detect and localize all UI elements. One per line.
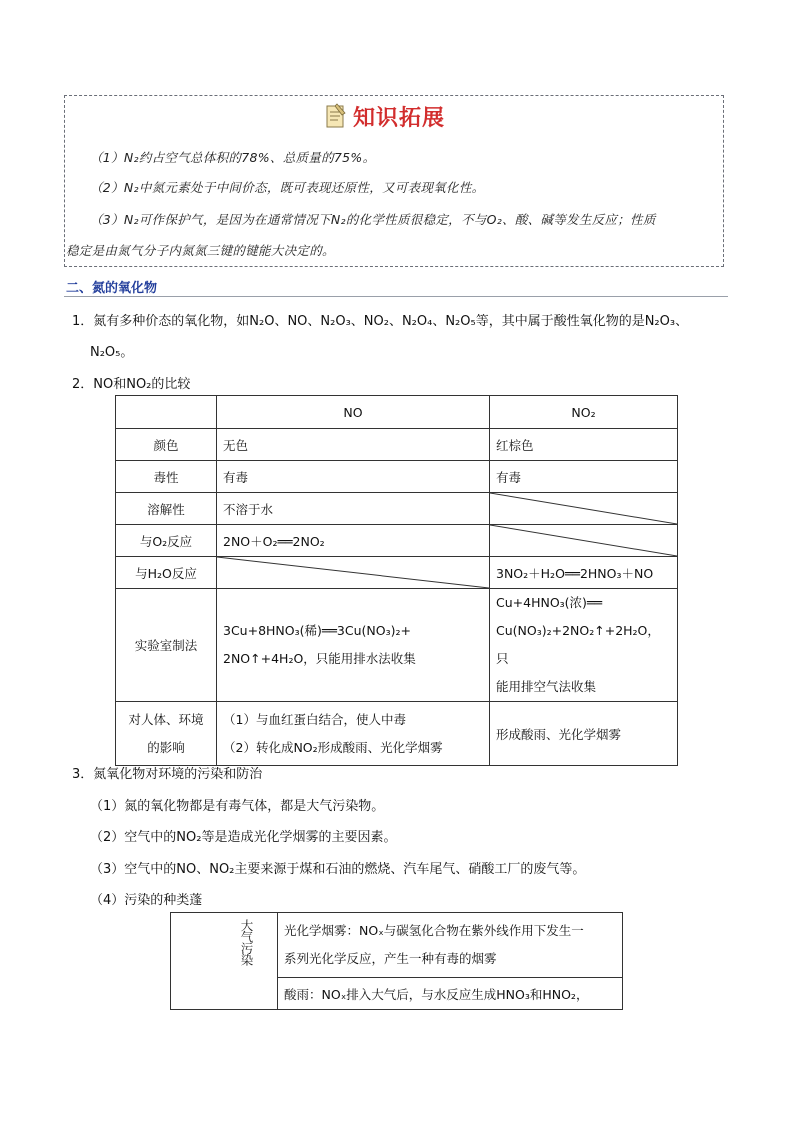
row-label-toxicity: 毒性 xyxy=(116,461,217,493)
row-label-effect-line2: 的影响 xyxy=(147,739,185,755)
diagonal-line xyxy=(217,557,489,588)
comparison-table xyxy=(115,395,678,766)
note-icon xyxy=(325,103,347,129)
cell-no2-lab-line1: Cu+4HNO₃(浓)══ xyxy=(496,595,602,610)
cell-no2-h2o: 3NO₂＋H₂O══2HNO₃＋NO xyxy=(490,557,678,589)
header-no: NO xyxy=(217,396,490,429)
cell-no-solubility: 不溶于水 xyxy=(217,493,490,525)
item3-p3: （3）空气中的NO、NO₂主要来源于煤和石油的燃烧、汽车尾气、硝酸工厂的废气等。 xyxy=(90,862,586,877)
cell-no-h2o-empty xyxy=(217,557,490,589)
cell-no2-effect: 形成酸雨、光化学烟雾 xyxy=(490,702,678,766)
knowledge-line-1: （1）N₂约占空气总体积的78%、总质量的75%。 xyxy=(90,150,376,165)
cell-no-effect-line1: （1）与血红蛋白结合，使人中毒 xyxy=(223,711,406,727)
cell-no2-color: 红棕色 xyxy=(490,429,678,461)
table-row xyxy=(116,702,678,766)
knowledge-box-title-text: 知识拓展 xyxy=(353,104,446,131)
diagonal-line xyxy=(490,525,677,556)
table-row xyxy=(116,589,678,702)
cell-no2-lab-line3: 能用排空气法收集 xyxy=(496,679,597,694)
table-row xyxy=(116,461,678,493)
knowledge-box-title xyxy=(325,99,445,133)
cell-no2-o2-empty xyxy=(490,525,678,557)
pollution-side-label: 大气污染 xyxy=(239,919,254,965)
cell-no2-solubility-empty xyxy=(490,493,678,525)
row-label-color: 颜色 xyxy=(116,429,217,461)
cell-no2-toxicity: 有毒 xyxy=(490,461,678,493)
cell-no-toxicity: 有毒 xyxy=(217,461,490,493)
row-label-effect xyxy=(116,702,217,766)
knowledge-line-2: （2）N₂中氮元素处于中间价态，既可表现还原性，又可表现氧化性。 xyxy=(90,180,485,195)
table-header-row xyxy=(116,396,678,429)
table-row xyxy=(116,493,678,525)
cell-no2-lab xyxy=(490,589,678,702)
row-label-effect-line1: 对人体、环境 xyxy=(128,711,204,727)
item1-line1: 1．氮有多种价态的氧化物，如N₂O、NO、N₂O₃、NO₂、N₂O₄、N₂O₅等，其中属于酸性氧化物的是N₂O₃、 xyxy=(72,314,689,329)
cell-no-lab xyxy=(217,589,490,702)
row-label-h2o: 与H₂O反应 xyxy=(116,557,217,589)
item1-line2: N₂O₅。 xyxy=(90,345,134,360)
cell-no2-lab-line2: Cu(NO₃)₂+2NO₂↑+2H₂O，只 xyxy=(496,623,660,666)
cell-no-o2: 2NO＋O₂══2NO₂ xyxy=(217,525,490,557)
table-row xyxy=(116,557,678,589)
cell-no-color: 无色 xyxy=(217,429,490,461)
cell-no-effect-line2: （2）转化成NO₂形成酸雨、光化学烟雾 xyxy=(223,739,443,755)
knowledge-line-3: （3）N₂可作保护气，是因为在通常情况下N₂的化学性质很稳定，不与O₂、酸、碱等发生反应；性质 xyxy=(90,212,656,227)
pollution-row1-line2: 系列光化学反应，产生一种有毒的烟雾 xyxy=(284,951,497,966)
section-heading: 二、氮的氧化物 xyxy=(66,281,158,296)
pollution-row-2: 酸雨：NOₓ排入大气后，与水反应生成HNO₃和HNO₂， xyxy=(278,978,623,1010)
pollution-row1-line1: 光化学烟雾：NOₓ与碳氢化合物在紫外线作用下发生一 xyxy=(284,923,584,938)
cell-no-effect xyxy=(217,702,490,766)
header-no2: NO₂ xyxy=(490,396,678,429)
pollution-table xyxy=(170,912,623,1010)
item3-heading: 3．氮氧化物对环境的污染和防治 xyxy=(72,767,263,782)
table-row xyxy=(116,525,678,557)
heading-divider xyxy=(64,296,728,297)
pollution-row-1 xyxy=(278,913,623,978)
item3-p4: （4）污染的种类蓬 xyxy=(90,893,203,908)
row-label-o2: 与O₂反应 xyxy=(116,525,217,557)
item2-heading: 2．NO和NO₂的比较 xyxy=(72,377,191,392)
pollution-side-cell xyxy=(171,913,278,1010)
cell-no-lab-line1: 3Cu+8HNO₃(稀)══3Cu(NO₃)₂+ xyxy=(223,623,411,638)
knowledge-line-4: 稳定是由氮气分子内氮氮三键的键能大决定的。 xyxy=(66,243,335,258)
diagonal-line xyxy=(490,493,677,524)
item3-p2: （2）空气中的NO₂等是造成光化学烟雾的主要因素。 xyxy=(90,830,397,845)
table-row xyxy=(116,429,678,461)
header-empty-cell xyxy=(116,396,217,429)
row-label-solubility: 溶解性 xyxy=(116,493,217,525)
cell-no-lab-line2: 2NO↑+4H₂O，只能用排水法收集 xyxy=(223,651,416,666)
item3-p1: （1）氮的氧化物都是有毒气体，都是大气污染物。 xyxy=(90,799,385,814)
table-row xyxy=(171,913,623,978)
row-label-lab: 实验室制法 xyxy=(116,589,217,702)
